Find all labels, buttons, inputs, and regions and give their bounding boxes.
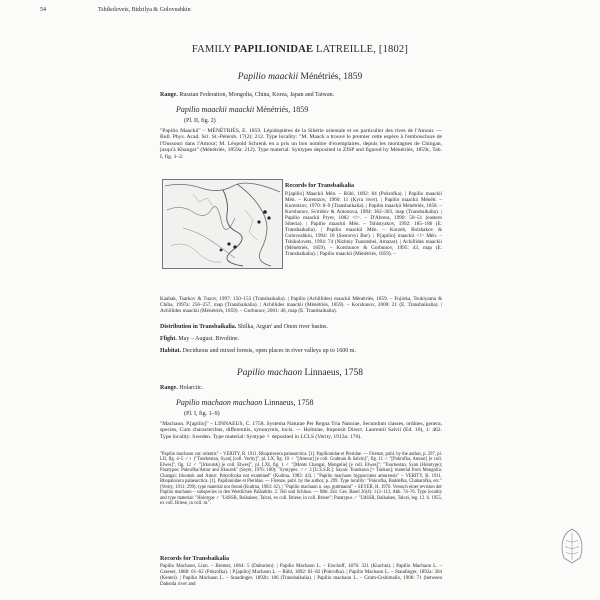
range-paragraph [160,92,334,98]
subspecies-name: Papilio machaon machaon [176,398,263,407]
subspecies-heading-machaon [176,398,314,407]
original-description: "Papilio Maackii" – MÉNÉTRIÉS, E. 1859. Lépidoptères de la Sibérie orientale et en particulier des rives de l'Amour. — Bull. Phys. Acad. Sci. St.-Pétersb. 17(2): 212. Type locality: "M. Maack a trouvé le premier cette espèce à l'embouchure de l'Oussouri dans l'Amour; M. Léopold Schrenk en a pris un bon nombre d'exemplaires, depuis les montagnes de Chingan, jusqu'à Khangar" (Ménétriés, 1859a: 212). Type material: Syntypes deposited in ZISP and figured by Ménétriés, 1859c, Tab. I, fig. 1–2. [160,128,442,160]
subspecies-author: Ménétriés, 1859 [256,105,309,114]
flight-text: May – August. Bivoltine. [178,336,240,342]
records-text-maackii-continued: Kaabak, Tsarkov & Tuzov, 1997: 150–153 (Transbaikalia). | Papilio (Achillides) maackii Ménétriés, 1859. – Fujioka, Tsukiyama & Chiba, 1997a: 256–257, map (Transbaikalia). | Achillides maackii (Ménétriés, 1859). – Korshunov, 2000: 21 (E. Transbaikalia). | Achillides maackii (Ménétriés, 1859). – Gorbunov, 2001: 46, map (E. Transbaikalia). [160,296,442,314]
family-heading [0,44,600,55]
records-title-maackii: Records for Transbaikalia [285,182,355,189]
plate-reference: (Pl. II, fig. 2) [184,118,216,124]
species-name: Papilio maackii [237,72,299,82]
species-author: Ménétriés, 1859 [300,72,363,82]
original-description-machaon: "Machaon. P.[apilio]" – LINNAEUS, C. 1758. Systema Naturae Per Regna Tria Naturae, Secundum classes, ordines, genera, species, Cum characteribus, differentiis, synonymis, locis. — Holmiae, Impensit Direct. Laurentii Salvii (Ed. 10), 1: 462. Type locality: Sweden. Type material: Syntype ♀ deposited in LCLS (Verity, 1913a: 176). [160,421,442,440]
records-text-machaon: Papilio Machaon, Linn. – Bremer, 1864: 5 (Dahurien). | Papilio Machaon L. – Erschoff, 1876: 321 (Kiachta). | Papilio Machaon L. – Graeser, 1888: 61–62 (Pokrofka). | P.[apilio] Machaon L. – Rühl, 1892: 81–82 (Pokrofka). | Papilio Machaon L. – Staudinger, 1892a: 304 (Kentei). | Papilio Machaon L. – Staudinger, 1892b: 106 (Transbaikalia). | Papilio machaon L. – Grum-Grshimailo, 1906: 71 (between Dahsida river and [160,564,442,587]
plate-reference-machaon: (Pl. I, fig. 1–9) [184,411,220,417]
family-author: LATREILLE, [1802] [316,44,409,55]
species-heading-maackii [0,72,600,82]
header-authors: Tshikolovets, Bidzilya & Golovushkin [98,7,191,13]
subspecies-heading-maackii [176,105,308,114]
range-paragraph-machaon [160,385,203,391]
habitat-text: Deciduous and mixed forests, open places in river valleys up to 1600 m. [182,348,356,354]
synonyms-text-machaon: "Papilio machaon var. orientis" – VERITY, R. 1911. Rhopalocera palaearctica. [1]. Papilionidae et Pieridae. — Firenze, publ. by the author, p. 297, pl. LII, fig. 4–5 ♂♀ ("Tourkestan, Syan] [coll. Verity]", pl. LX, fig. 10 ♂ "[Amour] [e coll. Godman & Salvin]", fig. 11 ♂ "[Pokrofka, Amour] [e coll. Elwes]", fig. 12 ♂ "[Irkoutsk] [e coll. Elwes]", pl. LXI, fig. 1 ♂ "[Monts Changai, Mongolie] [e coll. Elwes]"; "Tourkestan, Syan (Holotype); Paratypes: Pokrofka/Amur and Irkoutsk" (Seyer, 1976: 100); "Syntypes: ♂♂ 3 [U.S.S.R.]: Sayan: Tounkoun [= Tunkun]; material from Mongolia: Changai; Irkoutsk and Amur: Pokrofcoka not examined" (Kudrna, 1983: 43). | "Papilio machaon hyppocrates amurensis" – VERITY, R. 1911. Rhopalocera palaearctica. [1]. Papilionidae et Pieridae. — Firenze, publ. by the author, p. 299. Type locality: "Pokrofka, Baddefka, Chabarofka, etc." (Verity, 1911: 299); type material not found (Kudrna, 1983: 42). | "Papilio machaon n. ssp. guttmanni" – SEYER, H. 1976. Versuch einer revision der Papilio machaon – subspecies in den Westlichen Paläarktis. 2. Teil und Schluss. — Mitt. Ent. Ges. Basel 26(4): 112–113, Abb. 74–76. Type locality and type material: "Holotype ♂ "UdSSR, Baikalsee, Talcei, ex coll. Briese, in coll. Briese"; Paratypus ♂ "UdSSR, Baikalsee, Talcei, leg. 12. 6. 1955, ex coll. Briese, in coll. m.". [160,452,442,507]
distribution-map [162,179,283,269]
distribution-text: Shilka, Argun' and Onon river basins. [237,324,328,330]
records-title-machaon: Records for Transbaikalia [160,555,230,562]
subspecies-author: Linnaeus, 1758 [264,398,314,407]
species-author: Linnaeus, 1758 [304,368,364,378]
habitat-label: Habitat. [160,348,182,354]
distribution-label: Distribution in Transbaikalia. [160,324,237,330]
family-name: PAPILIONIDAE [233,44,314,55]
family-prefix: FAMILY [191,44,232,55]
range-text: Russian Federation, Mongolia, China, Korea, Japan and Taiwan. [179,92,335,98]
publisher-seal-icon [558,528,586,564]
range-label: Range. [160,385,178,391]
subspecies-name: Papilio maackii maackii [176,105,255,114]
records-text-maackii: P.[apilio] Maackii Mén. – Rühl, 1892: 84 (Pokrofka). | Papilio maackii Mén. – Kurentzov, 1960: 11 (Kyra river). | Papilio maackii Ménétr. – Kurentzov, 1970: 8–9 (Transbaikalia). | Papilio maackii Ménétriés, 1858. – Korshunov, Sviridov & Antonova, 1984: 302–303, map (Transbaikalia). | Papilio maackii Pryer, 1882 <!>. – D'Abrera, 1990: 50–51 (eastern Siberia). | Papilio maackii Mén. – Tshistyakov, 1992: 185–186 (E. Transbaikalia). | Papilio maackii Mén. – Korzeb, Bolshakov & Golovushkin, 1994: 18 (Sosnovyi Bor). | P.[apilio] maackii <!> Mén. – Tshikolovets, 1994: 74 (Nizhniy Tsasutshei, Amazar). | Achillides maackii (Ménétriés, 1859). – Korshunov & Gorbunov, 1995: 43, map (E. Transbaikalia). | Papilio maackii (Ménétriés, 1859). – [285,191,442,257]
map-svg [163,180,282,268]
flight-paragraph [160,336,239,342]
habitat-paragraph [160,348,356,354]
species-name: Papilio machaon [236,368,303,378]
range-label: Range. [160,92,178,98]
flight-label: Flight. [160,336,177,342]
page-number: 54 [40,7,46,13]
species-heading-machaon [0,368,600,378]
range-text: Holarctic. [179,385,204,391]
distribution-paragraph [160,324,328,330]
